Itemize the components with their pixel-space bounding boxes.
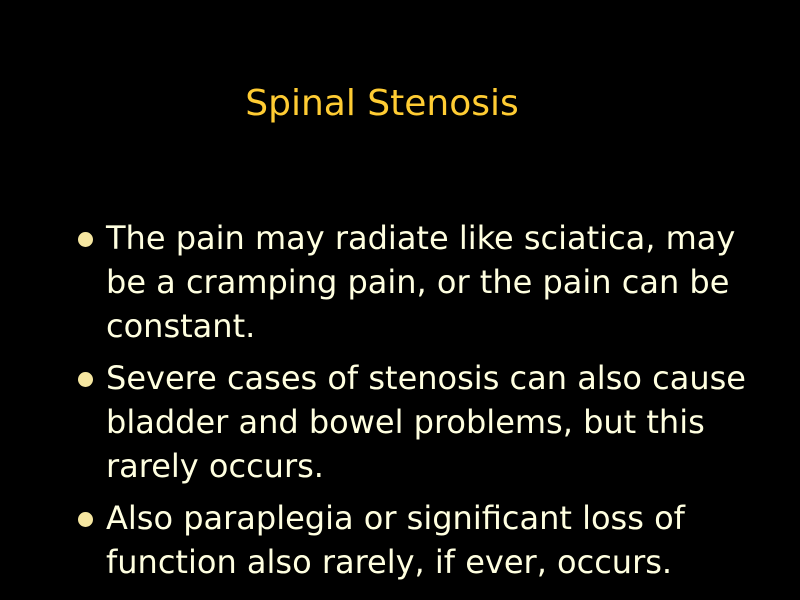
- bullet-list: [78, 216, 778, 592]
- bullet-text: The pain may radiate like sciatica, may be a cramping pain, or the pain can be constant.: [106, 219, 736, 345]
- bullet-dot-icon: [78, 232, 93, 247]
- bullet-item: [78, 216, 778, 348]
- bullet-item: [78, 356, 778, 488]
- bullet-dot-icon: [78, 372, 93, 387]
- bullet-text: Also paraplegia or significant loss of function also rarely, if ever, occurs.: [106, 499, 685, 581]
- bullet-dot-icon: [78, 512, 93, 527]
- slide-title: Spinal Stenosis: [245, 83, 519, 124]
- bullet-text: Severe cases of stenosis can also cause bladder and bowel problems, but this rarely occurs.: [106, 359, 746, 485]
- bullet-item: [78, 496, 778, 584]
